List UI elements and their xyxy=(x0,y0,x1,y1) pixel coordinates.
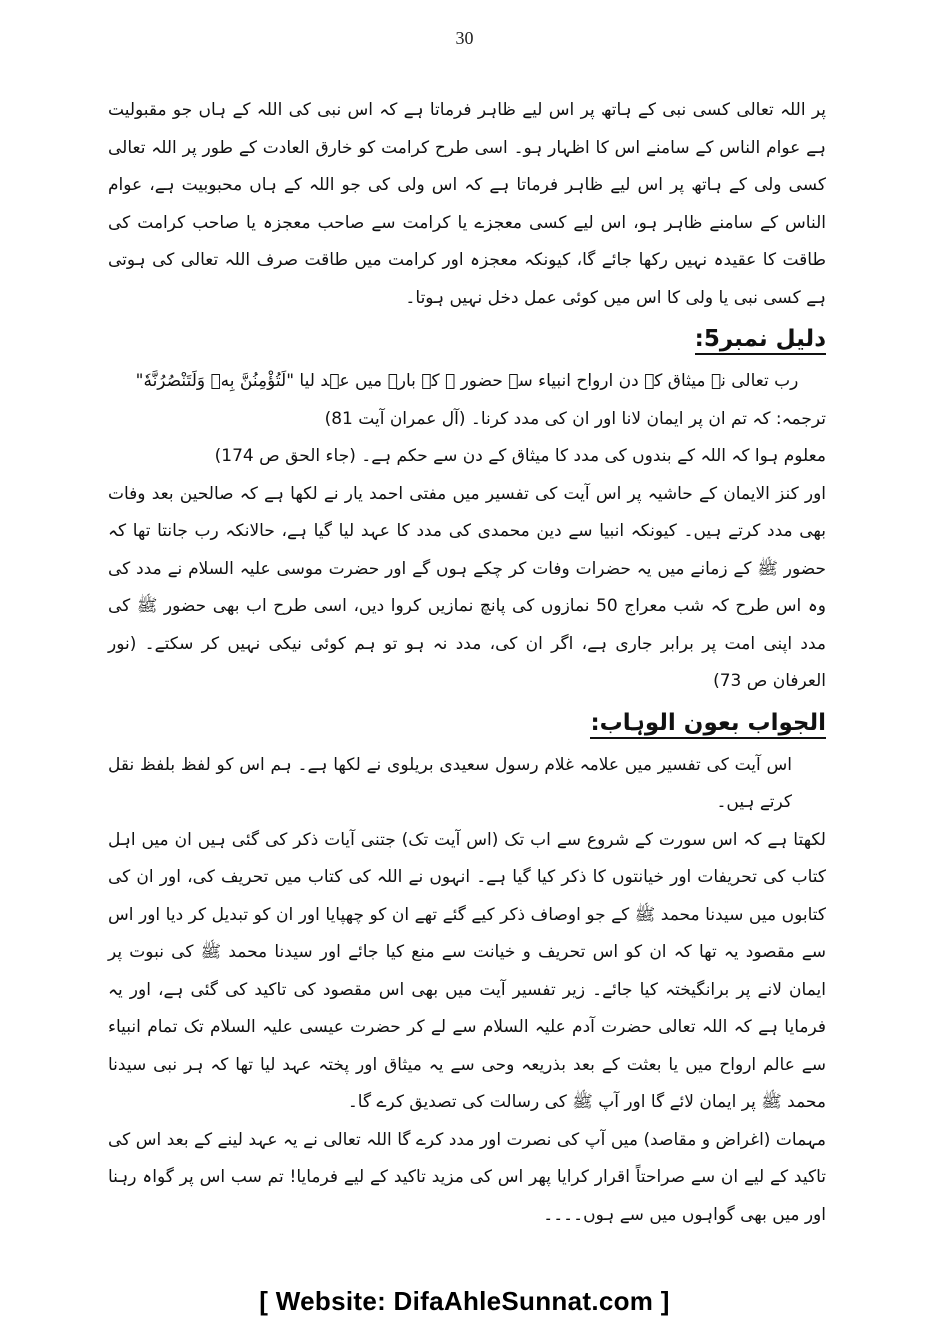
heading-text: الجواب بعون الوہاب: xyxy=(590,710,826,739)
jawab-paragraph: لکھتا ہے کہ اس سورت کے شروع سے اب تک (اس آیت تک) جتنی آیات ذکر کی گئی ہیں ان میں اہل کتاب کی تحریفات اور خیانتوں کا ذکر کیا گیا ہے۔ انہوں نے اللہ کی کتاب میں تحریف کی، اور ان کی کتابوں میں سیدنا محمد ﷺ کے جو اوصاف ذکر کیے گئے تھے ان کو چھپایا اور ان کو تبدیل کر دیا اور اس سے مقصود یہ تھا کہ ان کو اس تحریف و خیانت سے منع کیا جائے اور سیدنا محمد ﷺ کی نبوت پر ایمان لانے پر برانگیختہ کیا جائے۔ زیر تفسیر آیت میں بھی اس مقصود کی تاکید کی گئی ہے، اور یہ فرمایا ہے کہ اللہ تعالی حضرت آدم علیہ السلام سے لے کر حضرت عیسی علیہ السلام تک تمام انبیاء سے عالم ارواح میں یا بعثت کے بعد بذریعہ وحی سے یہ میثاق اور پختہ عہد لیا تھا کہ ہر نبی سیدنا محمد ﷺ پر ایمان لائے گا اور آپ ﷺ کی رسالت کی تصدیق کرے گا۔ xyxy=(108,829,826,1112)
dalil-line: رب تعالی نے میثاق کے دن ارواح انبیاء سے حضور ﷺ کے بارے میں عہد لیا "لَتُؤْمِنُنَّ بِهٖ وَلَتَنْصُرُنَّهٗ" xyxy=(135,371,799,391)
website-footer: [ Website: DifaAhleSunnat.com ] xyxy=(259,1286,670,1316)
heading-text: دلیل نمبر5: xyxy=(695,326,826,355)
reference-line: معلوم ہوا کہ اللہ کے بندوں کی مدد کا میثاق کے دن سے حکم ہے۔ (جاء الحق ص 174) xyxy=(214,446,826,466)
translation-line: ترجمہ: کہ تم ان پر ایمان لانا اور ان کی مدد کرنا۔ (آل عمران آیت 81) xyxy=(324,408,826,429)
page-number: 30 xyxy=(455,28,474,48)
page-body xyxy=(108,92,826,1234)
intro-paragraph: پر اللہ تعالی کسی نبی کے ہاتھ پر اس لیے ظاہر فرماتا ہے کہ اس نبی کی اللہ کے ہاں جو مقبولیت ہے عوام الناس کے سامنے اس کا اظہار ہو۔ اسی طرح کرامت کو خارق العادت کے طور پر اللہ تعالی کسی ولی کے ہاتھ پر اس لیے ظاہر فرماتا ہے کہ اس ولی کی جو اللہ کے ہاں محبوبیت ہے، عوام الناس کے سامنے ظاہر ہو، اس لیے کسی معجزے یا کرامت سے صاحب معجزہ یا صاحب کرامت کی طاقت کا عقیدہ نہیں رکھا جائے گا، کیونکہ معجزہ اور کرامت میں طاقت صرف اللہ تعالی کی ہوتی ہے کسی نبی یا ولی کا اس میں کوئی عمل دخل نہیں ہوتا۔ xyxy=(108,100,826,308)
jawab-intro: اس آیت کی تفسیر میں علامہ غلام رسول سعیدی بریلوی نے لکھا ہے۔ ہم اس کو لفظ بلفظ نقل کرتے ہیں۔ xyxy=(108,754,792,812)
section-heading-dalil xyxy=(108,319,826,359)
section-heading-jawab xyxy=(108,703,826,743)
dalil-paragraph: اور کنز الایمان کے حاشیہ پر اس آیت کی تفسیر میں مفتی احمد یار نے لکھا ہے کہ صالحین بعد وفات بھی مدد کرتے ہیں۔ کیونکہ انبیا سے دین محمدی کی مدد کا عہد لیا گیا ہے، حالانکہ رب جانتا تھا کہ حضور ﷺ کے زمانے میں یہ حضرات وفات کر چکے ہوں گے اور حضرت موسی علیہ السلام نے مدد کی وہ اس طرح کہ شب معراج 50 نمازوں کی پانچ نمازیں کروا دیں، اسی طرح اب بھی حضور ﷺ کی مدد اپنی امت پر برابر جاری ہے، اگر ان کی، مدد نہ ہو تو ہم کوئی نیکی نہیں کر سکتے۔ (نور العرفان ص 73) xyxy=(108,483,826,691)
jawab-closing-paragraph: مہمات (اغراض و مقاصد) میں آپ کی نصرت اور مدد کرے گا اللہ تعالی نے یہ عہد لینے کے بعد اس کی تاکید کے لیے ان سے صراحتاً اقرار کرایا پھر اس کی مزید تاکید کے لیے فرمایا! تم سب اس پر گواہ رہنا اور میں بھی گواہوں میں سے ہوں۔۔۔۔ xyxy=(108,1129,826,1225)
